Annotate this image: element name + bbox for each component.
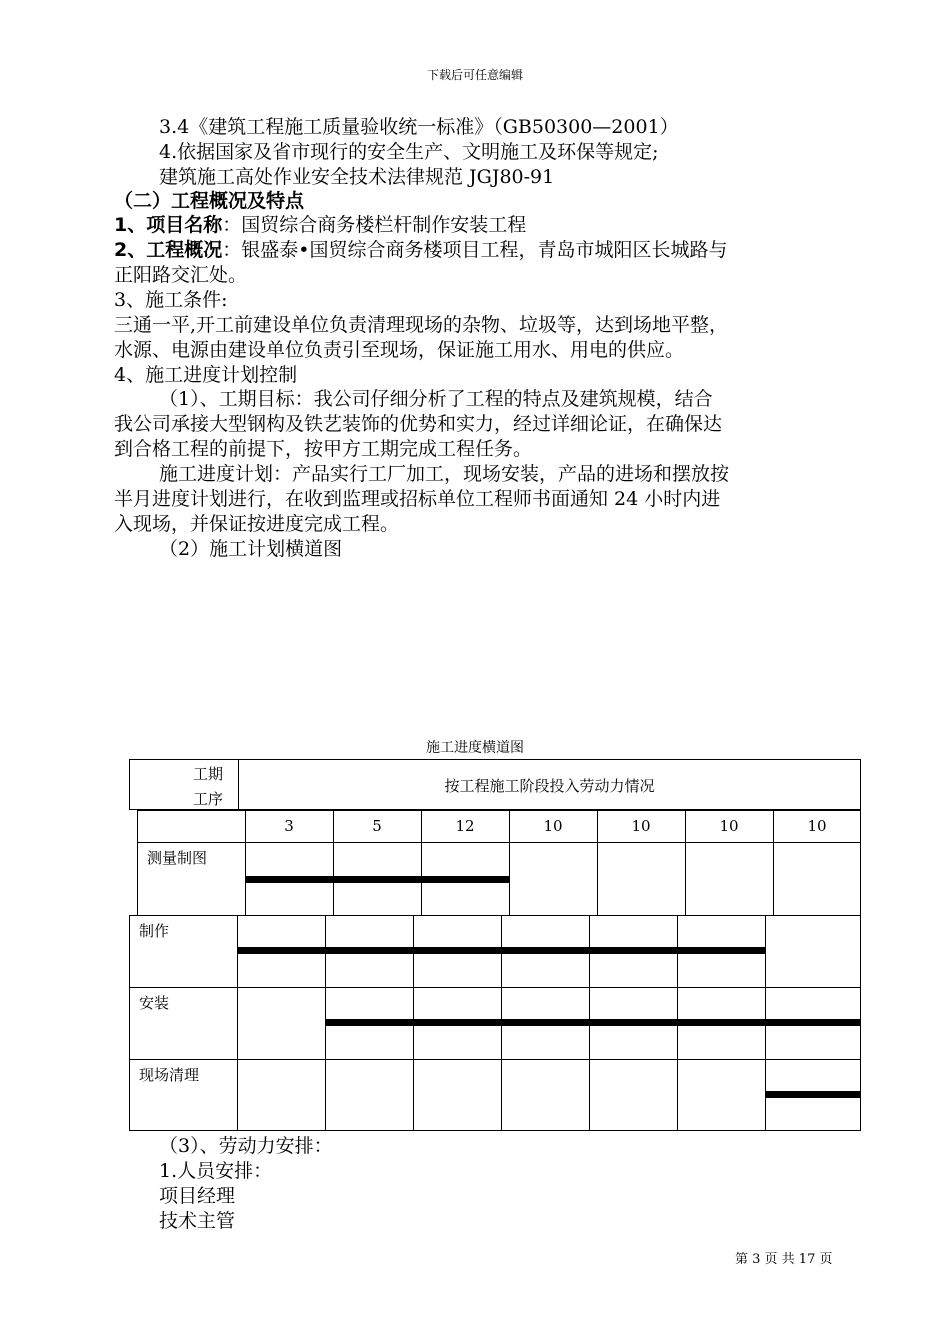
period-7: 10: [807, 817, 827, 835]
labor-title: （3）、劳动力安排：: [159, 1135, 333, 1157]
gantt-bar-cleanup: [765, 1091, 860, 1098]
plan-line-3: 入现场，并保证按进度完成工程。: [114, 513, 400, 535]
goal-line-3: 到合格工程的前提下，按甲方工期完成工程任务。: [114, 438, 533, 460]
goal-line-1: （1）、工期目标：我公司仔细分析了工程的特点及建筑规模，结合: [159, 388, 713, 410]
labor-item-pm: 项目经理: [159, 1185, 236, 1207]
period-2: 5: [372, 817, 382, 835]
period-6: 10: [719, 817, 739, 835]
plan-line-2: 半月进度计划进行，在收到监理或招标单位工程师书面通知 24 小时内进: [114, 488, 721, 510]
progress-title: 4、施工进度计划控制: [114, 364, 298, 386]
conditions-title: 3、施工条件:: [114, 289, 228, 311]
section-title: （二）工程概况及特点: [114, 190, 305, 212]
conditions-line-2: 水源、电源由建设单位负责引至现场，保证施工用水、用电的供应。: [114, 339, 685, 361]
corner-period-label: 工期: [193, 765, 224, 783]
labor-item-tech: 技术主管: [159, 1210, 236, 1232]
task-label-cleanup: 现场清理: [139, 1066, 200, 1084]
body-line-regulations: 4.依据国家及省市现行的安全生产、文明施工及环保等规定;: [159, 141, 659, 163]
body-line-jgj: 建筑施工高处作业安全技术法律规范 JGJ80-91: [159, 166, 555, 188]
period-1: 3: [284, 817, 294, 835]
period-5: 10: [631, 817, 651, 835]
project-name-value: ：国贸综合商务楼栏杆制作安装工程: [222, 214, 527, 236]
project-overview-label: 2、工程概况: [114, 239, 223, 261]
conditions-line-1: 三通一平,开工前建设单位负责清理现场的杂物、垃圾等，达到场地平整，: [114, 314, 729, 336]
project-overview-cont: 正阳路交汇处。: [114, 264, 248, 286]
chart-heading: （2）施工计划横道图: [159, 538, 343, 560]
project-name-line: [114, 212, 526, 238]
period-3: 12: [455, 817, 475, 835]
gantt-bar-survey: [245, 876, 509, 883]
gantt-bar-installation: [325, 1019, 860, 1026]
plan-line-1: 施工进度计划：产品实行工厂加工，现场安装，产品的进场和摆放按: [159, 463, 730, 485]
corner-process-label: 工序: [193, 790, 224, 808]
project-overview-value: ：银盛泰•国贸综合商务楼项目工程，青岛市城阳区长城路与: [222, 239, 728, 261]
task-label-fabrication: 制作: [139, 922, 170, 940]
body-line-standard: 3.4《建筑工程施工质量验收统一标准》（GB50300—2001）: [159, 116, 679, 138]
gantt-header-title: 按工程施工阶段投入劳动力情况: [444, 777, 655, 795]
task-label-installation: 安装: [139, 994, 170, 1012]
labor-sub: 1.人员安排：: [159, 1160, 273, 1182]
goal-line-2: 我公司承接大型钢构及铁艺装饰的优势和实力，经过详细论证，在确保达: [114, 413, 723, 435]
page-footer: 第 3 页 共 17 页: [735, 1252, 833, 1267]
gantt-bar-fabrication: [237, 947, 765, 954]
period-4: 10: [543, 817, 563, 835]
page-header: 下载后可任意编辑: [426, 68, 523, 82]
chart-title: 施工进度横道图: [426, 740, 524, 756]
project-overview-line: [114, 237, 727, 263]
task-label-survey: 测量制图: [147, 849, 208, 867]
row-divider: [129, 987, 861, 988]
project-name-label: 1、项目名称: [114, 214, 223, 236]
row-divider: [129, 1059, 861, 1060]
